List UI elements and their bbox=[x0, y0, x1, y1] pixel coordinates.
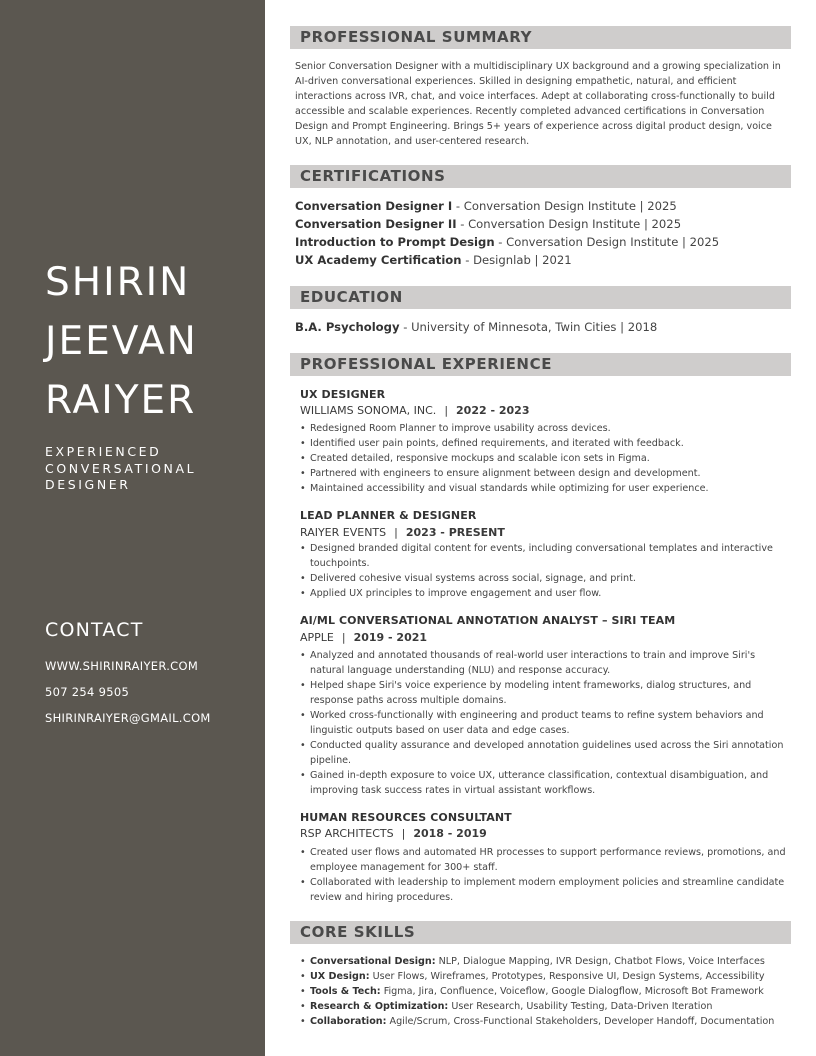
job-bullet: • Applied UX principles to improve engagement and user flow. bbox=[300, 586, 792, 601]
job-title: HUMAN RESOURCES CONSULTANT bbox=[300, 811, 512, 824]
contact-phone: 507 254 9505 bbox=[45, 685, 130, 699]
job-company: RAIYER EVENTS bbox=[300, 526, 387, 539]
certification-item bbox=[295, 253, 572, 267]
contact-website-link[interactable]: WWW.SHIRINRAIYER.COM bbox=[45, 659, 199, 673]
certification-name: Conversation Designer I bbox=[295, 199, 453, 213]
job-title: LEAD PLANNER & DESIGNER bbox=[300, 509, 477, 522]
job-bullet: • Collaborated with leadership to implement modern employment policies and streamline candidate review and hiring procedures. bbox=[300, 875, 792, 905]
job-meta: APPLE | 2019 - 2021 bbox=[300, 631, 428, 644]
tagline-line: EXPERIENCED bbox=[45, 444, 162, 459]
skill-item bbox=[300, 999, 798, 1014]
certification-item bbox=[295, 199, 677, 213]
candidate-name bbox=[45, 253, 198, 430]
certification-item bbox=[295, 235, 719, 249]
job-bullet: • Identified user pain points, defined requirements, and iterated with feedback. bbox=[300, 436, 792, 451]
certification-name: UX Academy Certification bbox=[295, 253, 462, 267]
education-item bbox=[295, 320, 657, 334]
skill-values: Agile/Scrum, Cross-Functional Stakeholders, Developer Handoff, Documentation bbox=[386, 1016, 775, 1028]
summary-text: Senior Conversation Designer with a multidisciplinary UX background and a growing specialization in AI-driven conversational experiences. Skilled in designing empathetic, natural, and efficient interactions across IVR, chat, and voice interfaces. Adept at collaborating cross-functionally to build accessible and scalable experiences. Recently completed advanced certifications in Conversation Design and Prompt Engineering. Brings 5+ years of experience across digital product design, voice UX, NLP annotation, and user-centered research. bbox=[295, 61, 781, 148]
certification-detail: - Conversation Design Institute | 2025 bbox=[494, 235, 720, 249]
job-company: RSP ARCHITECTS bbox=[300, 827, 394, 840]
skill-label: Research & Optimization: bbox=[310, 1001, 449, 1013]
contact-heading: CONTACT bbox=[45, 619, 144, 641]
section-heading-certifications: CERTIFICATIONS bbox=[290, 165, 791, 188]
job-title: AI/ML CONVERSATIONAL ANNOTATION ANALYST – SIRI TEAM bbox=[300, 614, 676, 627]
job-bullet: • Created detailed, responsive mockups and scalable icon sets in Figma. bbox=[300, 451, 792, 466]
job-bullet: • Redesigned Room Planner to improve usability across devices. bbox=[300, 421, 792, 436]
job-bullets bbox=[300, 648, 792, 798]
section-heading-summary: PROFESSIONAL SUMMARY bbox=[290, 26, 791, 49]
job-bullet: • Partnered with engineers to ensure alignment between design and development. bbox=[300, 466, 792, 481]
skill-label: Conversational Design: bbox=[310, 956, 436, 967]
job-dates: 2022 - 2023 bbox=[456, 404, 530, 417]
skill-values: Figma, Jira, Confluence, Voiceflow, Google Dialogflow, Microsoft Bot Framework bbox=[380, 986, 764, 998]
skill-label: Tools & Tech: bbox=[310, 986, 381, 998]
job-bullet: • Conducted quality assurance and developed annotation guidelines used across the Siri annotation pipeline. bbox=[300, 738, 792, 768]
skill-label: Collaboration: bbox=[310, 1016, 387, 1028]
job-title: UX DESIGNER bbox=[300, 388, 386, 401]
job-bullet: • Maintained accessibility and visual standards while optimizing for user experience. bbox=[300, 481, 792, 496]
job-bullet: • Helped shape Siri's voice experience by modeling intent frameworks, dialog structures, and response paths across multiple domains. bbox=[300, 678, 792, 708]
certification-detail: - Conversation Design Institute | 2025 bbox=[452, 199, 677, 213]
section-heading-experience: PROFESSIONAL EXPERIENCE bbox=[290, 353, 791, 376]
sidebar bbox=[0, 0, 265, 1056]
certification-item bbox=[295, 217, 681, 231]
certification-name: Conversation Designer II bbox=[295, 217, 457, 231]
tagline bbox=[45, 444, 196, 494]
skill-item bbox=[300, 969, 798, 984]
job-meta: RAIYER EVENTS | 2023 - PRESENT bbox=[300, 526, 505, 539]
section-heading-education: EDUCATION bbox=[290, 286, 791, 309]
job-bullet: • Created user flows and automated HR processes to support performance reviews, promotions, and employee management for 300+ staff. bbox=[300, 845, 792, 875]
name-line-last: RAIYER bbox=[45, 378, 197, 423]
skills-list bbox=[300, 954, 798, 1029]
skill-label: UX Design: bbox=[310, 971, 370, 983]
job-meta: WILLIAMS SONOMA, INC. | 2022 - 2023 bbox=[300, 404, 530, 417]
job-company: WILLIAMS SONOMA, INC. bbox=[300, 404, 437, 417]
job-bullets bbox=[300, 541, 792, 601]
name-line-first: SHIRIN bbox=[45, 260, 191, 305]
job-dates: 2019 - 2021 bbox=[353, 631, 428, 644]
name-line-middle: JEEVAN bbox=[45, 319, 198, 364]
section-heading-skills: CORE SKILLS bbox=[290, 921, 791, 944]
skill-values: User Flows, Wireframes, Prototypes, Responsive UI, Design Systems, Accessibility bbox=[369, 971, 765, 983]
skill-item bbox=[300, 984, 798, 999]
job-bullet: • Worked cross-functionally with engineering and product teams to refine system behaviors and linguistic outputs based on user data and edge cases. bbox=[300, 708, 792, 738]
tagline-line: DESIGNER bbox=[45, 477, 131, 492]
job-company: APPLE bbox=[300, 631, 334, 644]
job-bullet: • Gained in-depth exposure to voice UX, utterance classification, contextual disambiguation, and improving task success rates in virtual assistant workflows. bbox=[300, 768, 792, 798]
certification-detail: - Conversation Design Institute | 2025 bbox=[456, 217, 682, 231]
education-degree: B.A. Psychology bbox=[295, 320, 400, 334]
job-dates: 2023 - PRESENT bbox=[405, 526, 505, 539]
job-bullet: • Designed branded digital content for events, including conversational templates and interactive touchpoints. bbox=[300, 541, 792, 571]
skill-values: User Research, Usability Testing, Data-Driven Iteration bbox=[448, 1001, 713, 1013]
job-bullets bbox=[300, 421, 792, 496]
job-dates: 2018 - 2019 bbox=[413, 827, 487, 840]
job-bullets bbox=[300, 845, 792, 905]
skill-item bbox=[300, 1014, 798, 1029]
job-bullet: • Delivered cohesive visual systems across social, signage, and print. bbox=[300, 571, 792, 586]
education-detail: - University of Minnesota, Twin Cities | 2018 bbox=[399, 320, 658, 334]
job-meta: RSP ARCHITECTS | 2018 - 2019 bbox=[300, 827, 487, 840]
tagline-line: CONVERSATIONAL bbox=[45, 460, 197, 476]
certification-detail: - Designlab | 2021 bbox=[461, 253, 572, 267]
job-bullet: • Analyzed and annotated thousands of real-world user interactions to train and improve Siri's natural language understanding (NLU) and response accuracy. bbox=[300, 648, 792, 678]
skill-values: NLP, Dialogue Mapping, IVR Design, Chatbot Flows, Voice Interfaces bbox=[435, 956, 765, 967]
contact-email-link[interactable]: SHIRINRAIYER@GMAIL.COM bbox=[45, 711, 211, 725]
skill-item bbox=[300, 954, 798, 969]
certification-name: Introduction to Prompt Design bbox=[295, 235, 495, 249]
